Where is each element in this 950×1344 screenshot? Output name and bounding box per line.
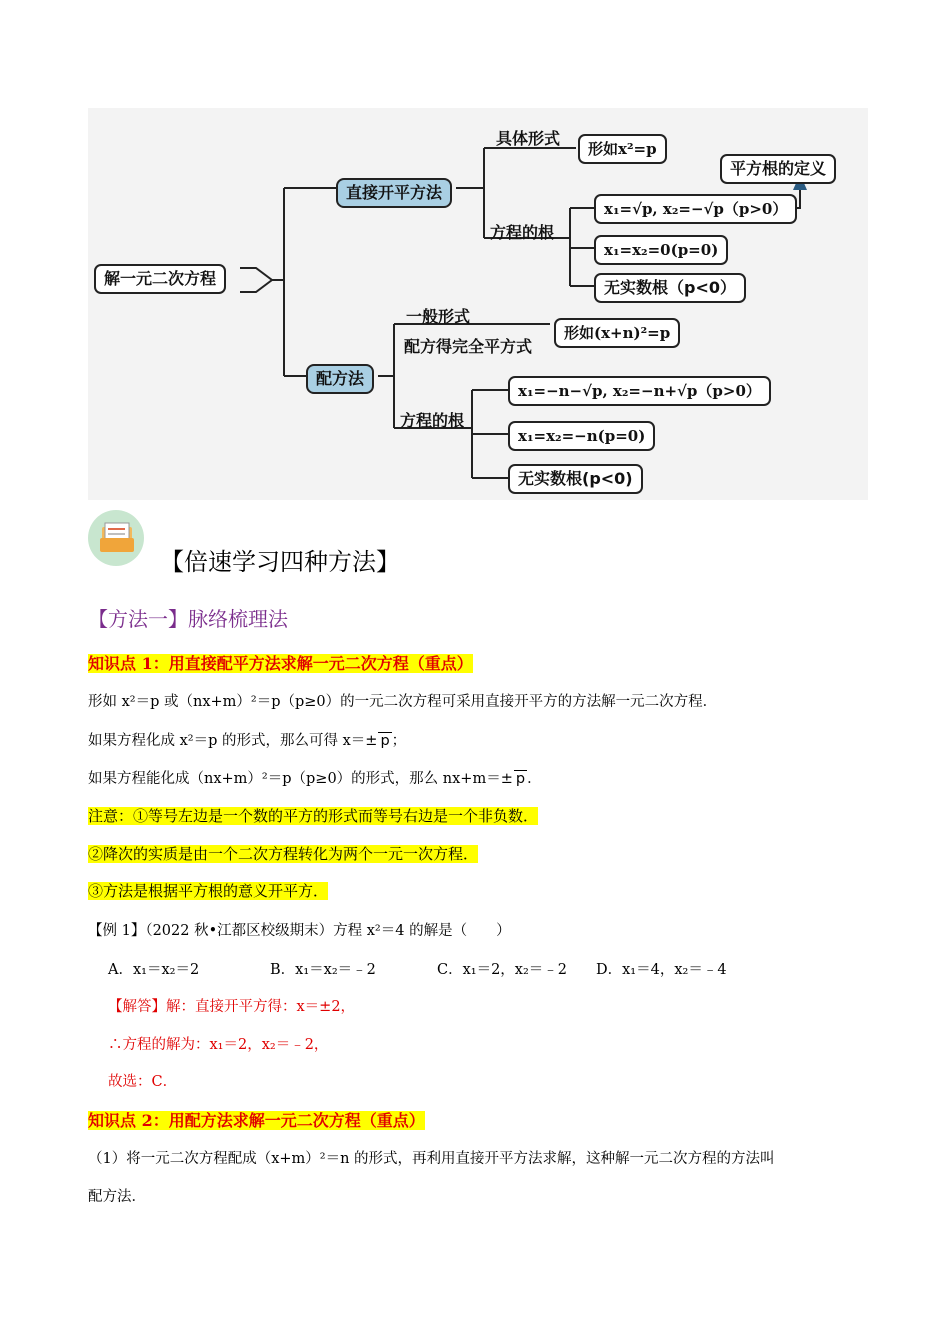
example-1: 【例 1】（2022 秋•江都区校级期末）方程 x²＝4 的解是（ ） [88, 923, 511, 939]
note-1-text: 注意：①等号左边是一个数的平方的形式而等号右边是一个非负数． [88, 807, 539, 825]
knowledge-point-1 [88, 651, 473, 674]
note-3-text: ③方法是根据平方根的意义开平方． [88, 882, 329, 900]
method-name: 脉络梳理法 [188, 607, 288, 631]
direct-method-node: 直接开平方法 [336, 178, 452, 208]
complete-square-label: 配方得完全平方式 [404, 337, 533, 356]
complete-form-node: 形如(x+n)²=p [554, 318, 680, 348]
option-c: C．x₁＝2，x₂＝﹣2 [437, 962, 568, 978]
paragraph-2-post: ； [391, 733, 407, 749]
answer-line-1 [108, 995, 355, 1016]
option-a: A．x₁＝x₂＝2 [108, 962, 200, 978]
folder-icon [88, 510, 144, 566]
direct-root1-node: x₁=√p, x₂=−√p（p>0） [594, 194, 797, 224]
definition-node: 平方根的定义 [720, 154, 836, 184]
method-one-title [88, 603, 288, 632]
paragraph-4: （1）将一元二次方程配成（x+m）²＝n 的形式，再利用直接开平方法求解，这种解一元二次方程的方法叫 [88, 1151, 775, 1167]
mind-map [88, 108, 868, 500]
sqrt-p: p [380, 733, 390, 749]
complete-root2-node: x₁=x₂=−n(p=0) [508, 421, 655, 451]
general-form-label: 一般形式 [406, 307, 471, 326]
complete-root1-node: x₁=−n−√p, x₂=−n+√p（p>0） [508, 376, 771, 406]
paragraph-3-pre: 如果方程能化成（nx+m）²＝p（p≥0）的形式，那么 nx+m＝± [88, 771, 513, 787]
note-3 [88, 880, 328, 901]
kp1-text: 知识点 1：用直接配平方法求解一元二次方程（重点） [88, 654, 473, 673]
paragraph-3 [88, 767, 542, 788]
complete-root3-node: 无实数根(p<0) [508, 464, 643, 494]
option-b: B．x₁＝x₂＝﹣2 [270, 962, 376, 978]
knowledge-point-2 [88, 1108, 425, 1131]
root-node: 解一元二次方程 [94, 264, 226, 294]
option-d: D．x₁＝4，x₂＝﹣4 [596, 962, 727, 978]
complete-method-node: 配方法 [306, 364, 374, 394]
direct-root3-node: 无实数根（p<0） [594, 273, 746, 303]
note-2-text: ②降次的实质是由一个二次方程转化为两个一元一次方程． [88, 845, 479, 863]
direct-form-node: 形如x²=p [578, 134, 667, 164]
paragraph-1: 形如 x²＝p 或（nx+m）²＝p（p≥0）的一元二次方程可采用直接开平方的方法解一元二次方程． [88, 694, 718, 710]
method-bracket: 【方法一】 [88, 607, 188, 631]
paragraph-5: 配方法． [88, 1189, 146, 1205]
kp2-text: 知识点 2：用配方法求解一元二次方程（重点） [88, 1111, 425, 1130]
note-2 [88, 843, 478, 864]
answer-tag: 【解答】 [108, 999, 166, 1015]
answer-line-2: ∴方程的解为：x₁＝2，x₂＝﹣2， [108, 1037, 329, 1053]
direct-roots-label: 方程的根 [490, 223, 555, 242]
direct-form-label: 具体形式 [496, 129, 561, 148]
sqrt-p: p [515, 771, 526, 787]
direct-root2-node: x₁=x₂=0(p=0) [594, 235, 728, 265]
answer-line-3: 故选：C． [108, 1074, 178, 1090]
complete-roots-label: 方程的根 [400, 411, 465, 430]
section-title: 【倍速学习四种方法】 [160, 548, 400, 576]
paragraph-2 [88, 729, 406, 750]
paragraph-3-post: ． [527, 771, 542, 787]
answer-line-1-text: 解：直接开平方得：x＝±2， [166, 999, 356, 1015]
note-1 [88, 805, 538, 826]
paragraph-2-pre: 如果方程化成 x²＝p 的形式，那么可得 x＝± [88, 733, 378, 749]
